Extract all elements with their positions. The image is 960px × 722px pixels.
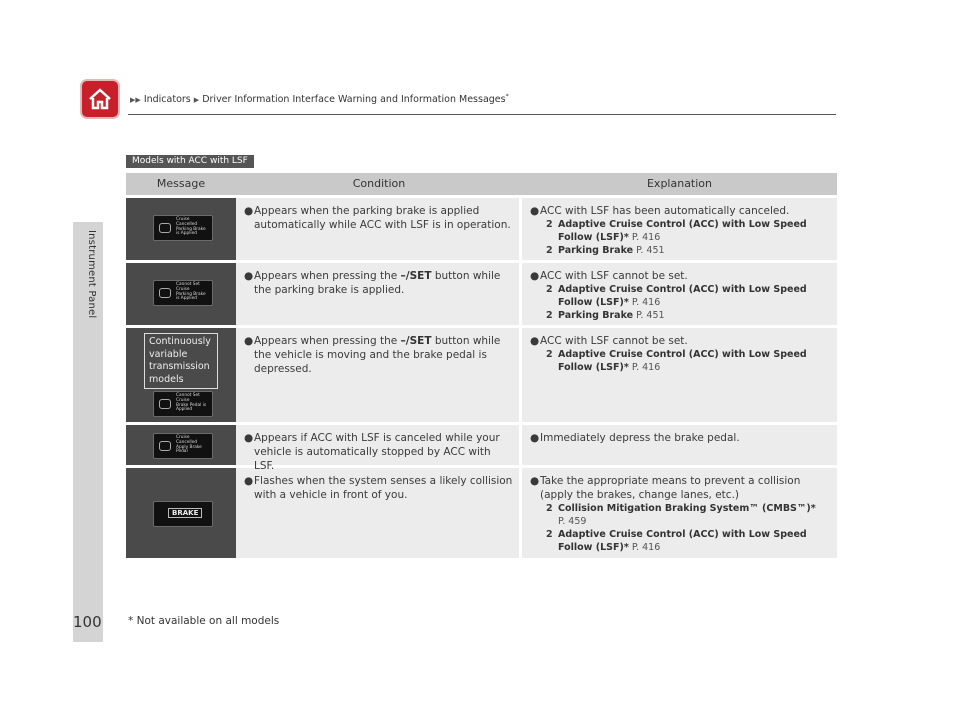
display-line: Cruise bbox=[176, 435, 190, 440]
table-row bbox=[126, 198, 837, 260]
reference-arrow-icon: 2 bbox=[546, 219, 553, 230]
explanation-cell bbox=[522, 263, 837, 325]
sidebar-label: Instrument Panel bbox=[86, 230, 97, 319]
bullet-icon: ● bbox=[530, 205, 540, 217]
display-line: Pedal bbox=[176, 449, 188, 455]
message-image bbox=[126, 263, 236, 325]
explanation-text: Immediately depress the brake pedal. bbox=[540, 432, 740, 444]
message-image bbox=[126, 328, 236, 422]
reference-title: Adaptive Cruise Control (ACC) with Low Speed Follow (LSF) bbox=[558, 219, 807, 243]
explanation-text: ACC with LSF cannot be set. bbox=[540, 335, 688, 347]
condition-cell bbox=[236, 263, 522, 325]
brake-pedal-icon bbox=[159, 399, 171, 409]
display-screen bbox=[153, 391, 213, 417]
reference-page: P. 416 bbox=[631, 232, 661, 243]
display-line: is Applied bbox=[176, 296, 197, 302]
explanation-cell bbox=[522, 198, 837, 260]
reference-page: P. 416 bbox=[631, 542, 661, 553]
reference-star: * bbox=[623, 362, 629, 373]
cruise-icon bbox=[159, 223, 171, 233]
reference-link[interactable] bbox=[546, 244, 831, 257]
display-screen bbox=[153, 501, 213, 527]
condition-text: Flashes when the system senses a likely collision with a vehicle in front of you. bbox=[254, 475, 513, 501]
display-text bbox=[176, 436, 212, 455]
cvt-models-note: Continuously variable transmission models bbox=[144, 333, 218, 389]
condition-text bbox=[254, 269, 513, 297]
page-number: 100 bbox=[73, 613, 102, 631]
table-header bbox=[126, 173, 837, 195]
condition-text-part: button while the vehicle is moving and the brake pedal is depressed. bbox=[254, 335, 501, 375]
breadcrumb-messages-link[interactable]: Driver Information Interface Warning and Information Messages bbox=[202, 94, 506, 106]
condition-text-part: button while the parking brake is applied. bbox=[254, 270, 501, 296]
explanation-cell bbox=[522, 328, 837, 422]
display-line: Applied bbox=[176, 407, 193, 413]
breadcrumb-separator-icon: ▶ bbox=[193, 96, 200, 105]
display-text bbox=[176, 218, 212, 237]
reference-page: P. 451 bbox=[636, 245, 665, 256]
condition-text: Appears if ACC with LSF is canceled while your vehicle is automatically stopped by ACC with LSF. bbox=[254, 432, 500, 472]
condition-text bbox=[254, 334, 513, 376]
header-message: Message bbox=[156, 177, 206, 190]
display-line: Parking Brake bbox=[176, 226, 206, 232]
reference-link[interactable] bbox=[546, 309, 831, 322]
set-button-label: –/SET bbox=[400, 270, 432, 282]
reference-arrow-icon: 2 bbox=[546, 284, 553, 295]
bullet-icon: ● bbox=[530, 270, 540, 282]
header-explanation: Explanation bbox=[646, 177, 713, 190]
reference-star: * bbox=[623, 232, 629, 243]
breadcrumb-indicators-link[interactable]: Indicators bbox=[143, 94, 191, 106]
reference-title: Adaptive Cruise Control (ACC) with Low Speed Follow (LSF) bbox=[558, 349, 807, 373]
explanation-cell bbox=[522, 468, 837, 558]
condition-cell bbox=[236, 425, 522, 472]
condition-cell bbox=[236, 468, 522, 558]
reference-page: P. 459 bbox=[558, 516, 587, 527]
display-screen bbox=[153, 215, 213, 241]
reference-page: P. 416 bbox=[631, 297, 661, 308]
condition-text-part: Appears when pressing the bbox=[254, 335, 401, 347]
condition-text: Appears when the parking brake is applied automatically while ACC with LSF is in operation. bbox=[254, 205, 511, 231]
display-line: Cancelled bbox=[176, 439, 198, 445]
bullet-icon: ● bbox=[530, 335, 540, 347]
reference-link[interactable] bbox=[546, 528, 831, 554]
explanation-text: ACC with LSF has been automatically canceled. bbox=[540, 205, 790, 217]
display-text bbox=[176, 394, 212, 413]
breadcrumb bbox=[130, 93, 509, 105]
condition-cell bbox=[236, 198, 522, 260]
table-row bbox=[126, 468, 837, 558]
display-line: Cruise bbox=[176, 217, 190, 222]
reference-link[interactable] bbox=[546, 502, 831, 528]
reference-star: * bbox=[810, 503, 816, 514]
header-condition: Condition bbox=[352, 177, 406, 190]
condition-text-part: Appears when pressing the bbox=[254, 270, 401, 282]
display-line: Cruise bbox=[176, 397, 190, 403]
reference-title: Collision Mitigation Braking System™ (CMBS™) bbox=[558, 503, 811, 514]
table-row bbox=[126, 328, 837, 422]
reference-arrow-icon: 2 bbox=[546, 349, 553, 360]
reference-arrow-icon: 2 bbox=[546, 503, 553, 514]
breadcrumb-arrows-icon: ▶▶ bbox=[130, 96, 141, 105]
section-tag: Models with ACC with LSF bbox=[126, 155, 254, 168]
message-image bbox=[126, 468, 236, 558]
reference-title: Adaptive Cruise Control (ACC) with Low Speed Follow (LSF) bbox=[558, 529, 807, 553]
message-image bbox=[126, 198, 236, 260]
reference-link[interactable] bbox=[546, 283, 831, 309]
reference-title: Adaptive Cruise Control (ACC) with Low Speed Follow (LSF) bbox=[558, 284, 807, 308]
table-row bbox=[126, 425, 837, 472]
bullet-icon: ● bbox=[244, 335, 254, 347]
display-line: Cannot Set bbox=[176, 393, 200, 398]
set-button-label: –/SET bbox=[400, 335, 432, 347]
display-screen bbox=[153, 433, 213, 459]
reference-arrow-icon: 2 bbox=[546, 529, 553, 540]
reference-page: P. 451 bbox=[636, 310, 665, 321]
table-row bbox=[126, 263, 837, 325]
reference-star: * bbox=[623, 297, 629, 308]
breadcrumb-asterisk: * bbox=[505, 93, 509, 100]
reference-arrow-icon: 2 bbox=[546, 310, 553, 321]
explanation-text: Take the appropriate means to prevent a collision (apply the brakes, change lanes, etc.) bbox=[540, 475, 801, 501]
explanation-text: ACC with LSF cannot be set. bbox=[540, 270, 688, 282]
display-line: Cancelled bbox=[176, 221, 198, 227]
condition-cell bbox=[236, 328, 522, 422]
message-image bbox=[126, 425, 236, 465]
bullet-icon: ● bbox=[244, 432, 254, 444]
bullet-icon: ● bbox=[244, 205, 254, 217]
messages-table bbox=[126, 173, 837, 558]
display-text bbox=[176, 283, 212, 302]
display-line: is Applied bbox=[176, 231, 197, 237]
reference-link[interactable] bbox=[546, 348, 831, 374]
bullet-icon: ● bbox=[244, 270, 254, 282]
display-line: Cruise bbox=[176, 286, 190, 292]
reference-title: Parking Brake bbox=[558, 310, 634, 321]
home-button[interactable] bbox=[82, 81, 118, 117]
brake-warning-label: BRAKE bbox=[168, 508, 202, 518]
explanation-cell bbox=[522, 425, 837, 465]
reference-arrow-icon: 2 bbox=[546, 245, 553, 256]
display-line: Brake Pedal is bbox=[176, 402, 207, 408]
reference-title: Parking Brake bbox=[558, 245, 634, 256]
display-line: Cannot Set bbox=[176, 282, 200, 287]
bullet-icon: ● bbox=[530, 432, 540, 444]
display-screen bbox=[153, 280, 213, 306]
brake-pedal-icon bbox=[159, 441, 171, 451]
bullet-icon: ● bbox=[530, 475, 540, 487]
reference-page: P. 416 bbox=[631, 362, 661, 373]
reference-star: * bbox=[623, 542, 629, 553]
bullet-icon: ● bbox=[244, 475, 254, 487]
display-line: Apply Brake bbox=[176, 444, 202, 450]
home-icon bbox=[87, 86, 113, 112]
header-rule bbox=[128, 114, 836, 115]
display-line: Parking Brake bbox=[176, 291, 206, 297]
footnote: * Not available on all models bbox=[128, 615, 280, 627]
cruise-icon bbox=[159, 288, 171, 298]
reference-link[interactable] bbox=[546, 218, 831, 244]
